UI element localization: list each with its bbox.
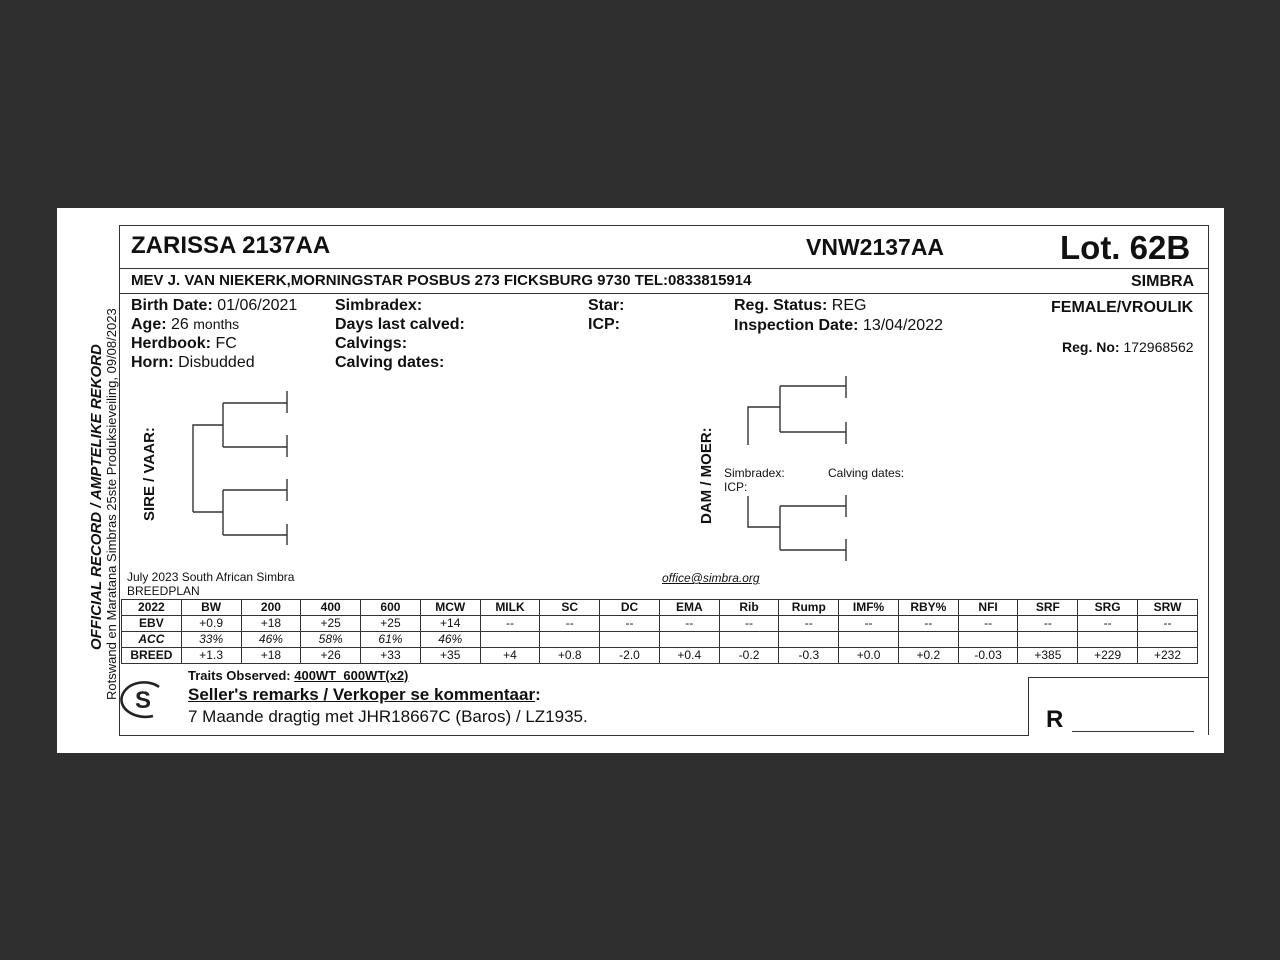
ebv-header-cell: IMF%	[839, 600, 899, 616]
ebv-row	[122, 632, 1198, 648]
ebv-cell	[480, 632, 540, 648]
ebv-cell: +25	[361, 616, 421, 632]
ebv-cell: +229	[1078, 648, 1138, 664]
ebv-cell: +0.4	[659, 648, 719, 664]
herdbook: Herdbook: FC	[131, 335, 237, 352]
ebv-cell: +18	[241, 648, 301, 664]
breedplan-line1: July 2023 South African Simbra	[127, 570, 295, 584]
inspection-date: Inspection Date: 13/04/2022	[734, 317, 943, 334]
ebv-cell: --	[958, 616, 1018, 632]
horn: Horn: Disbudded	[131, 354, 255, 371]
dam-simbradex-label: Simbradex:	[724, 466, 785, 480]
breedplan-line2: BREEDPLAN	[127, 584, 200, 598]
ebv-header-cell: MILK	[480, 600, 540, 616]
ebv-cell: +0.0	[839, 648, 899, 664]
ebv-cell	[898, 632, 958, 648]
reg-status: Reg. Status: REG	[734, 297, 867, 314]
ebv-cell: 58%	[301, 632, 361, 648]
frame-bottom-line	[119, 735, 1029, 736]
svg-text:S: S	[135, 687, 152, 714]
traits-observed: Traits Observed: 400WT 600WT(x2)	[188, 668, 409, 683]
ebv-cell: --	[659, 616, 719, 632]
animal-id: VNW2137AA	[806, 234, 945, 260]
r-label: R	[1046, 706, 1064, 733]
ebv-header-cell: 2022	[122, 600, 182, 616]
ebv-cell: +14	[420, 616, 480, 632]
email-link[interactable]: office@simbra.org	[662, 571, 760, 585]
ebv-cell	[779, 632, 839, 648]
ebv-cell: +25	[301, 616, 361, 632]
ebv-cell: 46%	[420, 632, 480, 648]
ebv-row-label: BREED	[122, 648, 182, 664]
birth-date: Birth Date: 01/06/2021	[131, 297, 298, 314]
ebv-cell: 46%	[241, 632, 301, 648]
star-label: Star:	[588, 297, 625, 314]
simbradex-label: Simbradex:	[335, 297, 423, 314]
icp-label: ICP:	[588, 316, 620, 333]
ebv-cell: --	[1138, 616, 1198, 632]
ebv-header-cell: 400	[301, 600, 361, 616]
ebv-cell: -0.3	[779, 648, 839, 664]
ebv-header-cell: NFI	[958, 600, 1018, 616]
auction-subtitle: Rotswand en Maratana Simbras 25ste Produksieveiling, 09/08/2023	[104, 308, 119, 700]
dam-label: DAM / MOER:	[698, 427, 715, 524]
ebv-cell: +33	[361, 648, 421, 664]
owner-info: MEV J. VAN NIEKERK,MORNINGSTAR POSBUS 273 FICKSBURG 9730 TEL:0833815914	[131, 272, 752, 289]
ebv-header-cell: SRW	[1138, 600, 1198, 616]
ebv-header-cell: BW	[181, 600, 241, 616]
ebv-cell: +385	[1018, 648, 1078, 664]
ebv-header-row	[122, 600, 1198, 616]
ebv-cell	[600, 632, 660, 648]
ebv-cell: +0.8	[540, 648, 600, 664]
header-divider	[119, 268, 1208, 269]
ebv-cell: -2.0	[600, 648, 660, 664]
ebv-cell: +1.3	[181, 648, 241, 664]
ebv-header-cell: MCW	[420, 600, 480, 616]
remarks-heading: Seller's remarks / Verkoper se kommentaar:	[188, 685, 541, 704]
ebv-row-label: EBV	[122, 616, 182, 632]
ebv-cell: --	[779, 616, 839, 632]
ebv-cell: --	[839, 616, 899, 632]
official-record-title: OFFICIAL RECORD / AMPTELIKE REKORD	[88, 344, 105, 650]
owner-divider	[119, 293, 1208, 294]
ebv-cell: --	[898, 616, 958, 632]
calving-dates-label: Calving dates:	[335, 354, 445, 371]
remarks-text: 7 Maande dragtig met JHR18667C (Baros) / LZ1935.	[188, 707, 588, 726]
ebv-cell: -0.03	[958, 648, 1018, 664]
ebv-row	[122, 616, 1198, 632]
ebv-cell: -0.2	[719, 648, 779, 664]
ebv-row-label: ACC	[122, 632, 182, 648]
ebv-cell: --	[540, 616, 600, 632]
sex: FEMALE/VROULIK	[1051, 299, 1194, 316]
animal-name: ZARISSA 2137AA	[131, 232, 331, 259]
sire-pedigree-tree	[185, 385, 295, 550]
ebv-cell	[1078, 632, 1138, 648]
age: Age: 26 months	[131, 316, 240, 333]
ebv-cell: --	[1018, 616, 1078, 632]
ebv-header-cell: 200	[241, 600, 301, 616]
ebv-header-cell: SC	[540, 600, 600, 616]
ebv-cell: --	[600, 616, 660, 632]
ebv-cell: +35	[420, 648, 480, 664]
ebv-cell	[659, 632, 719, 648]
ebv-row	[122, 648, 1198, 664]
ebv-cell: 61%	[361, 632, 421, 648]
ebv-cell: --	[1078, 616, 1138, 632]
r-box-top	[1028, 677, 1208, 678]
ebv-cell	[1138, 632, 1198, 648]
dam-calving-dates-label: Calving dates:	[828, 466, 905, 480]
ebv-cell	[839, 632, 899, 648]
ebv-header-cell: SRF	[1018, 600, 1078, 616]
ebv-header-cell: Rib	[719, 600, 779, 616]
r-box-left	[1028, 677, 1029, 736]
ebv-cell	[958, 632, 1018, 648]
calvings-label: Calvings:	[335, 335, 408, 352]
ebv-cell: +0.2	[898, 648, 958, 664]
days-last-calved-label: Days last calved:	[335, 316, 465, 333]
ebv-cell: 33%	[181, 632, 241, 648]
lot-number: Lot. 62B	[1060, 229, 1191, 266]
ebv-header-cell: Rump	[779, 600, 839, 616]
ebv-cell	[1018, 632, 1078, 648]
ebv-cell: +232	[1138, 648, 1198, 664]
r-signature-line[interactable]	[1072, 731, 1194, 732]
ebv-cell	[719, 632, 779, 648]
ebv-cell	[540, 632, 600, 648]
reg-no: Reg. No: 172968562	[1062, 339, 1194, 355]
dam-icp-label: ICP:	[724, 480, 748, 494]
ebv-cell: --	[719, 616, 779, 632]
ebv-cell: --	[480, 616, 540, 632]
seller-logo-icon	[119, 678, 169, 722]
ebv-cell: +0.9	[181, 616, 241, 632]
ebv-header-cell: RBY%	[898, 600, 958, 616]
ebv-table	[121, 599, 1198, 664]
ebv-header-cell: DC	[600, 600, 660, 616]
breed: SIMBRA	[1131, 273, 1195, 290]
ebv-cell: +18	[241, 616, 301, 632]
ebv-cell: +26	[301, 648, 361, 664]
sire-label: SIRE / VAAR:	[141, 427, 158, 521]
ebv-header-cell: 600	[361, 600, 421, 616]
ebv-header-cell: EMA	[659, 600, 719, 616]
ebv-header-cell: SRG	[1078, 600, 1138, 616]
ebv-cell: +4	[480, 648, 540, 664]
